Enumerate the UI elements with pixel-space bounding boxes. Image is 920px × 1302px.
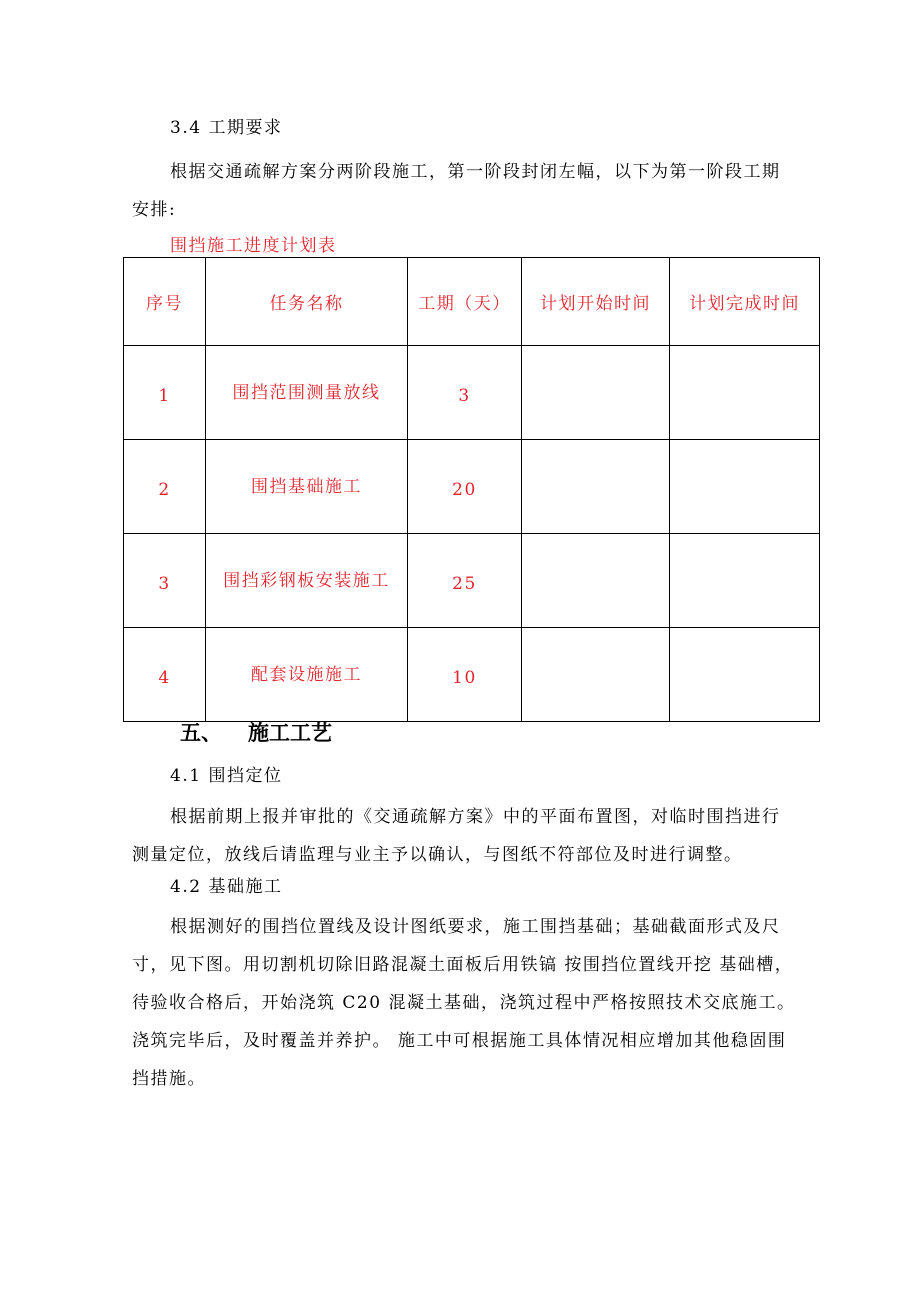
section-4-2-paragraph-line-5: 挡措施。 [132,1069,206,1089]
row-no: 1 [124,346,206,440]
row-days: 25 [408,534,522,628]
row-start [522,346,670,440]
section-4-2-title: 4.2 基础施工 [170,877,283,897]
row-no: 3 [124,534,206,628]
header-cell-days: 工期（天） [408,258,522,346]
section-3-4-title: 3.4 工期要求 [170,118,283,138]
row-end [670,440,820,534]
row-start [522,628,670,722]
table-header-row [124,258,820,346]
table-row [124,534,820,628]
row-start [522,534,670,628]
section-4-1-paragraph-line-2: 测量定位，放线后请监理与业主予以确认，与图纸不符部位及时进行调整。 [132,845,743,865]
section-3-4-paragraph-line-2: 安排: [132,200,177,220]
section-4-2-paragraph-line-1: 根据测好的围挡位置线及设计图纸要求，施工围挡基础；基础截面形式及尺 [170,917,781,937]
header-cell-task: 任务名称 [206,258,408,346]
section-3-4-paragraph-line-1: 根据交通疏解方案分两阶段施工，第一阶段封闭左幅，以下为第一阶段工期 [170,162,781,182]
section-4-1-paragraph-line-1: 根据前期上报并审批的《交通疏解方案》中的平面布置图，对临时围挡进行 [170,807,781,827]
chapter-5-number: 五、 [180,721,222,745]
table-row [124,440,820,534]
chapter-5-title: 施工工艺 [248,721,332,745]
section-4-2-paragraph-line-3: 待验收合格后，开始浇筑 C20 混凝土基础，浇筑过程中严格按照技术交底施工。 [132,993,796,1013]
table-row [124,346,820,440]
schedule-table-caption: 围挡施工进度计划表 [170,236,337,256]
row-task: 配套设施施工 [206,628,408,722]
row-task: 围挡范围测量放线 [206,346,408,440]
row-end [670,628,820,722]
schedule-table [123,257,820,722]
row-end [670,346,820,440]
row-no: 4 [124,628,206,722]
header-cell-end: 计划完成时间 [670,258,820,346]
section-4-1-title: 4.1 围挡定位 [170,766,283,786]
row-days: 3 [408,346,522,440]
section-4-2-paragraph-line-4: 浇筑完毕后，及时覆盖并养护。 施工中可根据施工具体情况相应增加其他稳固围 [132,1031,787,1051]
section-4-2-paragraph-line-2: 寸，见下图。用切割机切除旧路混凝土面板后用铁镐 按围挡位置线开挖 基础槽， [132,955,794,975]
row-task: 围挡彩钢板安装施工 [206,534,408,628]
chapter-5-heading [180,721,332,745]
row-days: 20 [408,440,522,534]
row-no: 2 [124,440,206,534]
row-days: 10 [408,628,522,722]
row-end [670,534,820,628]
row-start [522,440,670,534]
table-row [124,628,820,722]
header-cell-no: 序号 [124,258,206,346]
row-task: 围挡基础施工 [206,440,408,534]
header-cell-start: 计划开始时间 [522,258,670,346]
